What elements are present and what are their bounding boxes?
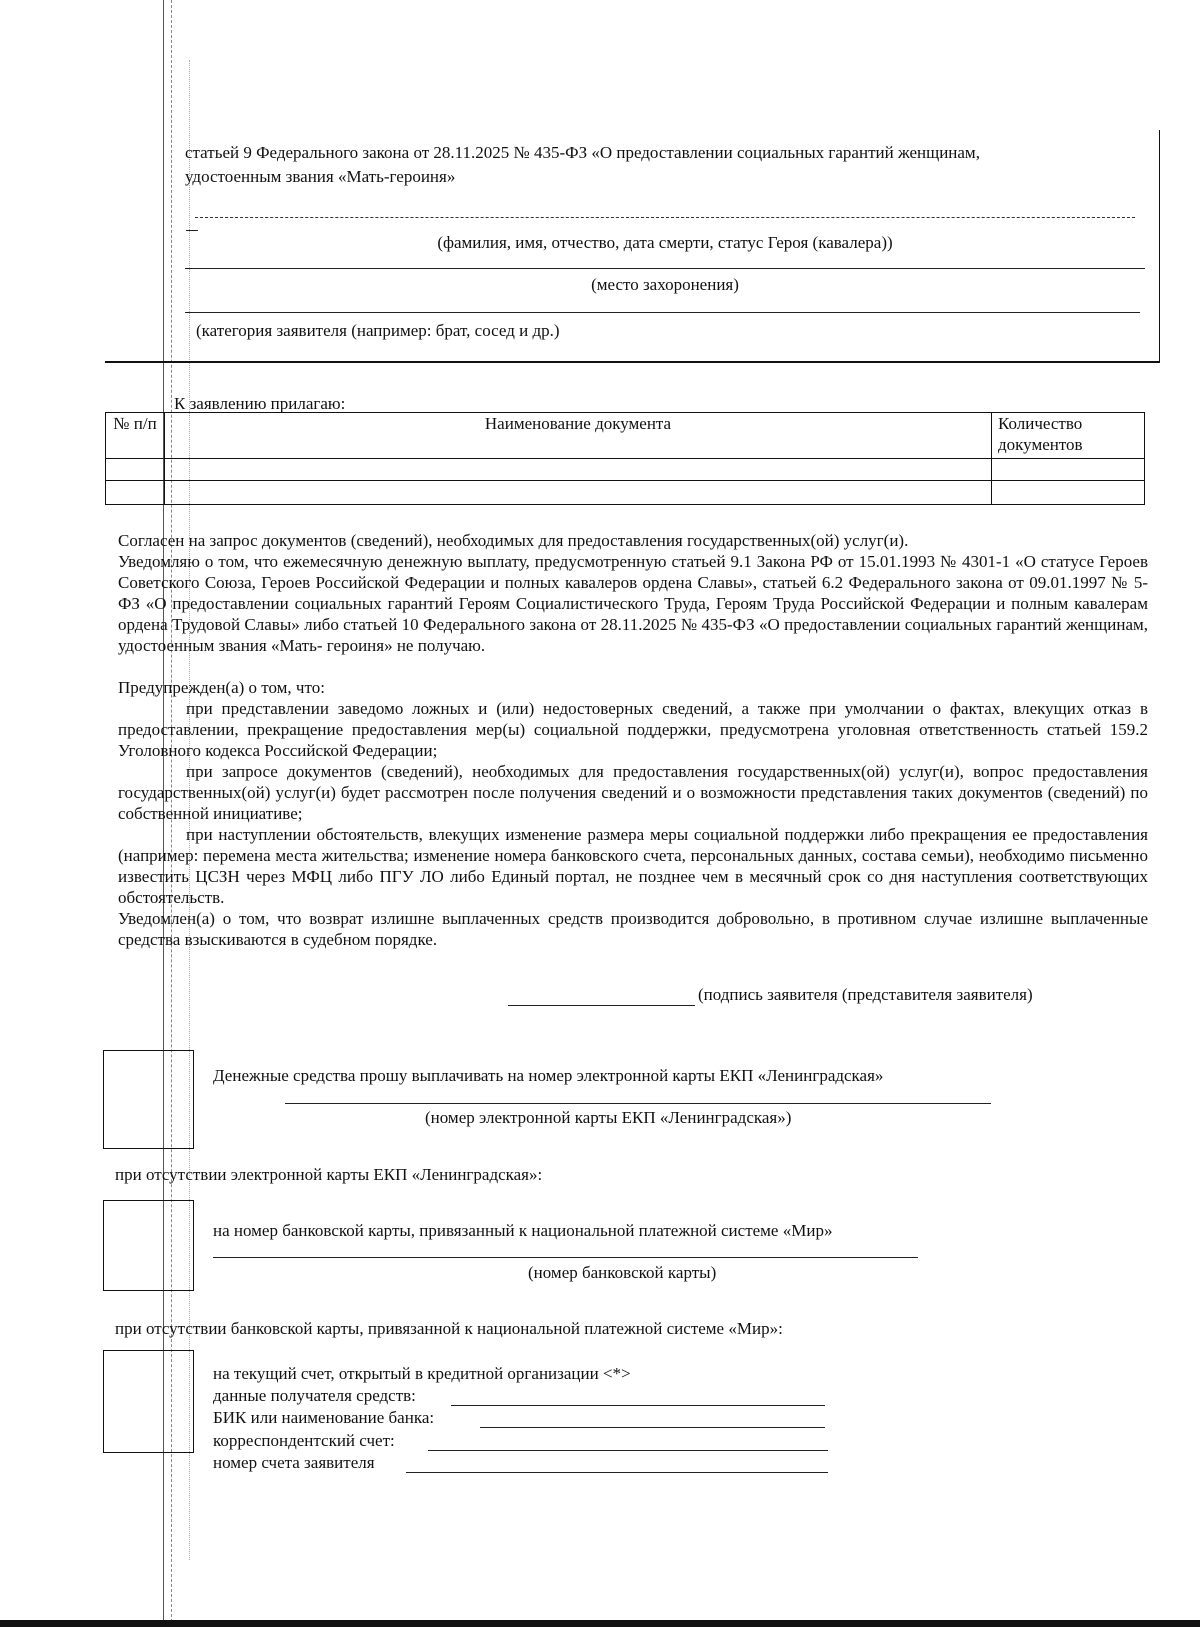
bik-row (213, 1407, 434, 1428)
account-title: на текущий счет, открытый в кредитной организации <*> (213, 1364, 631, 1383)
refund-paragraph: Уведомлен(а) о том, что возврат излишне выплаченных средств производится добровольно, в противном случае излишне выплаченные средства взыскиваются в судебном порядке. (118, 909, 1148, 949)
account-number-field[interactable] (406, 1472, 828, 1473)
ekp-caption: (номер электронной карты ЕКП «Ленинградская») (425, 1108, 792, 1127)
burial-fill-line (185, 268, 1145, 269)
corr-field[interactable] (428, 1450, 828, 1451)
hero-fill-line (195, 217, 1135, 218)
category-caption: (категория заявителя (например: брат, сосед и др.) (196, 321, 560, 340)
top-box-line2: удостоенным звания «Мать-героиня» (185, 167, 456, 186)
category-fill-line (185, 312, 1140, 313)
col-name-label: Наименование документа (484, 414, 672, 433)
recipient-label: данные получателя средств: (213, 1386, 416, 1405)
warning-item-3: при наступлении обстоятельств, влекущих изменение размера меры социальной поддержки либо прекращения ее предоставления (например: перемена места жительства; изменение номера банковского счета, персональных данных, состава семьи), необходимо письменно известить ЦСЗН через МФЦ либо ПГУ ЛО либо Единый портал, не позднее чем в месячный срок со дня наступления соответствующих обстоятельств. (118, 825, 1148, 907)
ekp-label: Денежные средства прошу выплачивать на номер электронной карты ЕКП «Ленинградская» (213, 1066, 884, 1085)
account-checkbox[interactable] (103, 1350, 194, 1453)
hero-caption: (фамилия, имя, отчество, дата смерти, статус Героя (кавалера)) (437, 233, 893, 252)
attachments-table (105, 412, 1145, 505)
hero-tick (186, 230, 198, 231)
corr-row (213, 1430, 395, 1451)
bik-field[interactable] (480, 1427, 825, 1428)
notify-paragraph: Уведомляю о том, что ежемесячную денежную выплату, предусмотренную статьей 9.1 Закона РФ от 15.01.1993 № 4301-1 «О статусе Героев Советского Союза, Героев Российской Федерации и полных кавалеров ордена Славы», статьей 6.2 Федерального закона от 09.01.1997 № 5-ФЗ «О предоставлении социальных гарантий Героям Социалистического Труда, Героям Труда Российской Федерации и полным кавалерам ордена Трудовой Славы» либо статьей 10 Федерального закона от 28.11.2025 № 435-ФЗ «О предоставлении социальных гарантий женщинам, удостоенным звания «Мать- героиня» не получаю. (118, 552, 1148, 655)
signature-line[interactable] (508, 1005, 695, 1006)
scan-bottom-edge (0, 1620, 1200, 1627)
attachments-heading: К заявлению прилагаю: (174, 394, 346, 413)
warning-item-1: при представлении заведомо ложных и (или) недостоверных сведений, а также при умолчании о фактах, влекущих отказ в предоставлении, прекращение предоставления мер(ы) социальной поддержки, предусмотрена уголовная ответственность статьей 159.2 Уголовного кодекса Российской Федерации; (118, 699, 1148, 760)
table-cell[interactable] (992, 459, 1145, 481)
mir-caption: (номер банковской карты) (528, 1263, 717, 1282)
table-row (106, 481, 1145, 505)
warned-heading: Предупрежден(а) о том, что: (118, 678, 325, 697)
ekp-number-line[interactable] (285, 1103, 991, 1104)
consent-paragraph: Согласен на запрос документов (сведений), необходимых для предоставления государственных(ой) услуг(и). (118, 531, 909, 550)
recipient-row (213, 1385, 416, 1406)
account-number-row (213, 1452, 375, 1473)
mir-number-line[interactable] (213, 1257, 918, 1258)
col-count-label: Количество документов (998, 414, 1083, 454)
no-ekp-text: при отсутствии электронной карты ЕКП «Ленинградская»: (115, 1165, 543, 1184)
top-box-line1: статьей 9 Федерального закона от 28.11.2025 № 435-ФЗ «О предоставлении социальных гарантий женщинам, (185, 143, 980, 162)
col-count-header (992, 413, 1145, 459)
table-header-row (106, 413, 1145, 459)
no-mir-text: при отсутствии банковской карты, привязанной к национальной платежной системе «Мир»: (115, 1319, 783, 1338)
table-cell[interactable] (165, 459, 992, 481)
account-number-label: номер счета заявителя (213, 1453, 375, 1472)
col-no-label: № п/п (113, 414, 157, 433)
signature-caption: (подпись заявителя (представителя заявителя) (698, 985, 1033, 1004)
recipient-field[interactable] (451, 1405, 825, 1406)
warning-item-2: при запросе документов (сведений), необходимых для предоставления государственных(ой) услуг(и), вопрос предоставления государственных(ой) услуг(и) будет рассмотрен после получения сведений и о возможности представления таких документов (сведений) по собственной инициативе; (118, 762, 1148, 823)
col-no-header (106, 413, 165, 459)
table-cell[interactable] (106, 459, 165, 481)
table-cell[interactable] (165, 481, 992, 505)
corr-label: корреспондентский счет: (213, 1431, 395, 1450)
table-row (106, 459, 1145, 481)
table-cell[interactable] (992, 481, 1145, 505)
col-name-header (165, 413, 992, 459)
ekp-checkbox[interactable] (103, 1050, 194, 1149)
burial-caption: (место захоронения) (591, 275, 739, 294)
bik-label: БИК или наименование банка: (213, 1408, 435, 1427)
table-cell[interactable] (106, 481, 165, 505)
mir-checkbox[interactable] (103, 1200, 194, 1291)
mir-label: на номер банковской карты, привязанный к национальной платежной системе «Мир» (213, 1221, 833, 1240)
